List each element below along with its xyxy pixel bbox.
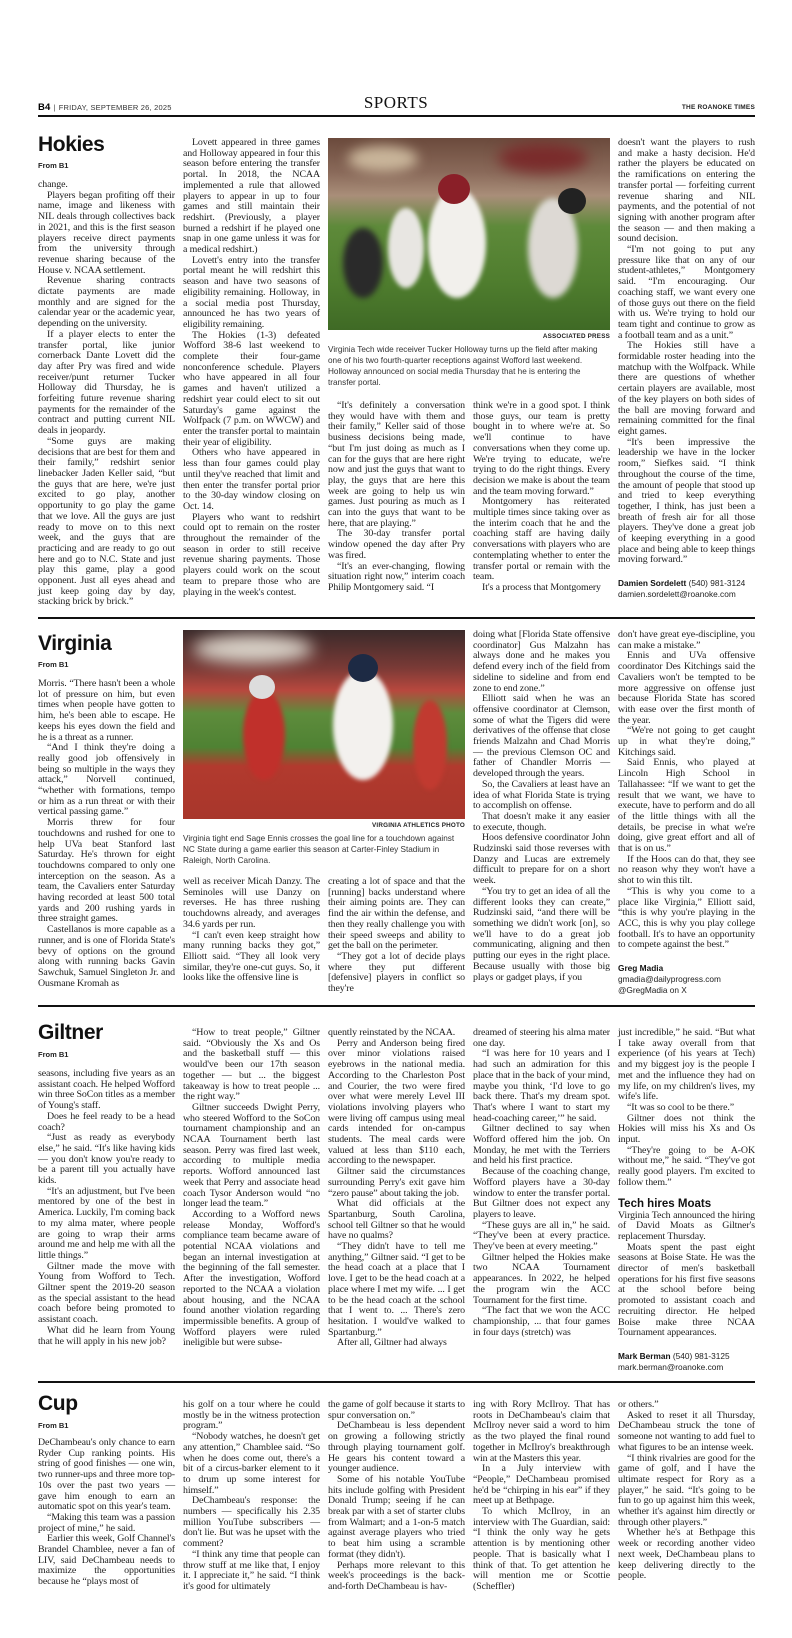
column (618, 1028, 755, 1373)
paragraph: Asked to reset it all Thursday, DeChambeau struck the tone of someone not wanting to add fuel to what figures to be an intense week. (618, 1409, 755, 1453)
paragraph: just incredible,” he said. “But what I take away overall from that experience (of his years at Tech) and my biggest joy is the people I met and the influence they had on my life, on my children's lives, my wife's life. (618, 1027, 755, 1103)
byline-phone: (540) 981-3124 (688, 578, 746, 589)
paragraph: Giltner declined to say when Wofford offered him the job. On Monday, he met with the Terriers and held his first practice. (473, 1123, 610, 1167)
paragraph: doing what [Florida State offensive coordinator] Gus Malzahn has always done and he makes you defend every inch of the field from sideline to sideline and from end zone to end zone.” (473, 629, 610, 694)
paragraph: “It's an adjustment, but I've been mentored by one of the best in America. Luckily, I'm coming back to my alma mater, where people are going to wrap their arms around me and help me with all the little things.” (38, 1185, 175, 1261)
photo-ennis (183, 630, 465, 819)
paragraph: Lovett's entry into the transfer portal meant he will redshirt this season and have two seasons of eligibility remaining. Holloway, in a social media post Thursday, announced he has two years of eligibility remaining. (183, 254, 320, 330)
paragraph: If a player elects to enter the transfer portal, like junior cornerback Dante Lovett did the day after Pry was fired and wide receiver/punt returner Tucker Holloway did Thursday, he is forfeiting future revenue sharing payments for the remainder of the contract and putting current NIL deals in jeopardy. (38, 328, 175, 437)
column (473, 1028, 610, 1338)
column (183, 1028, 320, 1349)
newspaper-name: THE ROANOKE TIMES (681, 104, 755, 111)
paragraph: doesn't want the players to rush and make a hasty decision. He'd rather the players be educated on the ramifications on entering the transfer portal — forfeiting current revenue sharing and NIL payments, and the potential of not signing with another program after the season — and then making a sound decision. (618, 137, 755, 245)
paragraph: change. (38, 179, 68, 190)
paragraph: Castellanos is more capable as a runner, and is one of Florida State's bevy of options on the ground along with running backs Gavin Sawchuk, Samuel Singleton Jr. and Ousmane Kromah as (38, 924, 175, 989)
page-date: FRIDAY, SEPTEMBER 26, 2025 (58, 103, 172, 112)
byline-email[interactable]: gmadia@dailyprogress.com (618, 974, 721, 985)
paragraph: Players began profiting off their name, image and likeness with NIL deals through collectives back in 2021, and this is the first season players receive direct payments from the university through revenue sharing because of the House v. NCAA settlement. (38, 189, 175, 276)
paragraph: “It's definitely a conversation they would have with them and their family,” Keller said of those business decisions being made, “but I'm just doing as much as I can for the guys that are here right now and just the guys that want to play, the guys that are here this week are going to help us win games. Just pouring as much as I can into the guys that want to be here, that are playing.” (328, 400, 465, 529)
paragraph: “And I think they're doing a really good job offensively in being so multiple in the ways they attack,” Norvell continued, “whether with formations, tempo or him as a run threat or with their vertical passing game.” (38, 742, 175, 818)
column (618, 630, 755, 996)
photo-caption: Virginia Tech wide receiver Tucker Holloway turns up the field after making one of his two fourth-quarter receptions against Wofford last weekend. Holloway announced on social media Thursday that he is entering the transfer portal. (328, 345, 598, 387)
column (183, 1400, 320, 1593)
header-rule (38, 115, 755, 117)
paragraph: Said Ennis, who played at Lincoln High School in Tallahassee: “If we want to get the result that we want, we have to execute, have to perform and do all of the little things with all the details, be precise in what we're doing, give great effort and all of that is on us.” (618, 757, 755, 855)
paragraph: “I was here for 10 years and I had such an admiration for this place that in the back of your mind, maybe you think, ‘I'd love to go back there. That's my dream spot. That's where I want to start my head-coaching career,’” he said. (473, 1048, 610, 1124)
paragraph: DeChambeau is less dependent on growing a following strictly through playing tournament golf. He gears his content toward a younger audience. (328, 1420, 465, 1475)
paragraph: Morris. “There hasn't been a whole lot of pressure on him, but even times when people have gotten to him, he's been able to escape. He keeps his eyes down the field and he is a threat as a runner. (38, 678, 175, 743)
paragraph: Giltner helped the Hokies make two NCAA Tournament appearances. In 2022, he helped the program win the ACC Tournament for the first time. (473, 1251, 610, 1306)
paragraph: Giltner made the move with Young from Wofford to Tech. Giltner spent the 2019-20 season as the special assistant to the head coach before being promoted to assistant coach. (38, 1260, 175, 1326)
paragraph: “Making this team was a passion project of mine,” he said. (38, 1511, 175, 1534)
column (38, 1438, 175, 1588)
photo-credit: VIRGINIA ATHLETICS PHOTO (372, 822, 465, 829)
paragraph: “I think rivalries are good for the game of golf, and I have the ultimate respect for Rory as a player,” he said. “It's going to be fun to go up against him this week, whether it's against him directly or through other players.” (618, 1452, 755, 1528)
column (38, 180, 175, 608)
paragraph: Virginia Tech announced the hiring of David Moats as Giltner's replacement Thursday. (618, 1209, 755, 1242)
paragraph: “You try to get an idea of all the different looks they can create,” Rudzinski said, “and there will be something we didn't work [on], so we'll have to do a great job communicating, aligning and then putting our eyes in the right place. Because usually with those big plays or gadget plays, if you (473, 885, 610, 983)
column (618, 138, 755, 600)
jump-line: From B1 (38, 1421, 69, 1430)
story-divider (38, 617, 755, 619)
byline (618, 963, 755, 996)
paragraph: Earlier this week, Golf Channel's Brandel Chamblee, never a fan of LIV, said DeChambeau needs to maximize the opportunities because he “plays most of (38, 1533, 175, 1588)
paragraph: Lovett appeared in three games and Holloway appeared in four this season before entering the transfer portal. In 2018, the NCAA implemented a rule that allowed players to appear in up to four games and still maintain their redshirt. (Previously, a player burned a redshirt if he played one snap in one game unless it was for a medical redshirt.) (183, 137, 320, 256)
paragraph: creating a lot of space and that the [running] backs understand where their aiming points are. They can find the air within the defense, and then they really challenge you with their speed sweeps and ability to get the ball on the perimeter. (328, 876, 465, 952)
paragraph: or others.” (618, 1399, 659, 1410)
paragraph: “It was so cool to be there.” (627, 1101, 735, 1113)
photo-caption: Virginia tight end Sage Ennis crosses the goal line for a touchdown against NC State during a game earlier this season at Carter-Finley Stadium in Raleigh, North Carolina. (183, 834, 455, 865)
paragraph: Does he feel ready to be a head coach? (38, 1110, 175, 1133)
paragraph: According to a Wofford news release Monday, Wofford's compliance team became aware of potential NCAA violations and began an internal investigation at the beginning of the fall semester. After the investigation, Wofford reported to the NCAA a violation about housing, and the NCAA found another violation regarding impermissible benefits. A group of Wofford players were ruled ineligible but were subse- (183, 1208, 320, 1349)
paragraph: “The fact that we won the ACC championship, ... that four games in four days (stretch) was (473, 1305, 610, 1338)
paragraph: What did officials at the Spartanburg, South Carolina, school tell Giltner so that he would have no qualms? (328, 1198, 465, 1242)
column (183, 138, 320, 598)
column (473, 1400, 610, 1593)
paragraph: Hoos defensive coordinator John Rudzinski said those reverses with Danzy and Lucas are extremely difficult to prepare for on a short week. (473, 832, 610, 887)
paragraph: What did he learn from Young that he will apply in his new job? (38, 1324, 175, 1347)
byline-social[interactable]: @GregMadia on X (618, 985, 687, 996)
jump-line: From B1 (38, 161, 69, 170)
column (328, 1028, 465, 1349)
paragraph: After all, Giltner had always (337, 1337, 447, 1349)
paragraph: Whether he's at Bethpage this week or recording another video next week, DeChambeau plans to keep delivering directly to the people. (618, 1527, 755, 1582)
paragraph: “Nobody watches, he doesn't get any attention,” Chamblee said. “So when he does come out, there's a bit of a circus-barker element to it to drum up some interest for himself.” (183, 1431, 320, 1496)
column (328, 877, 465, 995)
paragraph: “They didn't have to tell me anything,” Giltner said. “I get to be the head coach at a place that I love. I get to be the head coach at a place where I met my wife. ... I get to be the head coach at the school that I went to. ... There's zero hesitation. I would've walked to Spartanburg.” (328, 1241, 465, 1338)
paragraph: Others who have appeared in less than four games could play until they've reached that limit and then enter the transfer portal prior to the 30-day window closing on Oct. 14. (183, 447, 320, 512)
story-slug: Virginia (38, 632, 112, 655)
paragraph: Revenue sharing contracts dictate payments are made monthly and are signed for the calendar year or the academic year, depending on the university. (38, 275, 175, 330)
story-divider (38, 1381, 755, 1383)
paragraph: think we're in a good spot. I think those guys, our team is pretty bought in to where we're at. So we'll continue to have conversations when they come up. We're trying to educate, we're trying to do the right things. Every decision we make is about the team and the team moving forward.” (473, 400, 611, 497)
paragraph: It's a process that Montgomery (482, 581, 601, 593)
paragraph: “Just as ready as everybody else,” he said. “It's like having kids — you don't know you're ready to be a parent till you actually have kids. (38, 1132, 175, 1187)
paragraph: Montgomery has reiterated multiple times since taking over as the interim coach that he and the coaching staff are having daily conversations with players who are contemplating whether to enter the transfer portal or remain with the team. (473, 496, 610, 583)
byline-email[interactable]: damien.sordelett@roanoke.com (618, 589, 736, 600)
paragraph: Perry and Anderson being fired over minor violations raised eyebrows in the national media. According to the Charleston Post and Courier, the two were fired over what were merely Level III violations involving players who were living off campus using meal cards intended for on-campus students. The meal cards were valued at less than $110 each, according to the newspaper. (328, 1037, 465, 1167)
byline-phone: (540) 981-3125 (672, 1350, 730, 1361)
byline-name: Mark Berman (618, 1350, 671, 1361)
paragraph: “This is why you come to a place like Virginia,” Elliott said, “this is why you're playing in the ACC, this is why you play college football. It's to have an opportunity to compete against the best.” (618, 885, 755, 951)
paragraph: “We're not going to get caught up in what they're doing,” Kitchings said. (618, 725, 755, 758)
paragraph: Moats spent the past eight seasons at Boise State. He was the director of men's basketball operations for his first five seasons at the school before being promoted to assistant coach and recruiting director. He helped Boise make three NCAA Tournament appearances. (618, 1241, 755, 1339)
paragraph: “I'm not going to put any pressure like that on any of our student-athletes,” Montgomery said. “I'm encouraging. Our coaching staff, we want every one of those guys out there on the field with us. We're trying to hold our team tight and continue to grow as a football team and as a unit.” (618, 244, 755, 341)
paragraph: “It's been impressive the leadership we have in the locker room,” Siefkes said. “I think throughout the course of the time, the amount of people that stood up and tried to keep everything together, I think, has just been a breath of fresh air for all those players. They've done a great job of keeping everything in a good place and being able to keep things moving forward.” (618, 436, 755, 566)
byline-name: Damien Sordelett (618, 578, 687, 589)
paragraph: Players who want to redshirt could opt to remain on the roster throughout the remainder of the season in order to still receive revenue sharing payments. Those players could work on the scout team to prepare those who are playing in the week's contest. (183, 511, 320, 598)
column (473, 630, 610, 983)
story-divider (38, 1005, 755, 1007)
byline-email[interactable]: mark.berman@roanoke.com (618, 1361, 724, 1372)
paragraph: “These guys are all in,” he said. “They've been at every practice. They've been at every meeting.” (473, 1219, 610, 1253)
paragraph: The 30-day transfer portal window opened the day after Pry was fired. (328, 528, 465, 561)
section-title: SPORTS (363, 93, 429, 112)
paragraph: Elliott said when he was an offensive coordinator at Clemson, some of what the Tigers did were derivatives of the offense that close friends Malzahn and Chad Morris — the previous Clemson OC and father of Chandler Morris — developed through the years. (473, 693, 610, 780)
paragraph: “How to treat people,” Giltner said. “Obviously the Xs and Os and the basketball stuff — this would've been our 17th season together — but ... the biggest takeaway is how to treat people ... the right way.” (183, 1027, 320, 1103)
paragraph: don't have great eye-discipline, you can make a mistake.” (618, 629, 755, 651)
folio-separator: | (53, 103, 56, 112)
paragraph: The Hokies (1-3) defeated Wofford 38-6 last weekend to complete their four-game nonconference schedule. Players who have appeared in all four games and haven't utilized a redshirt year could elect to sit out Saturday's game against the Wolfpack (7 p.m. on WWCW) and enter the transfer portal to maintain their year of eligibility. (183, 329, 320, 448)
byline (618, 578, 755, 600)
column (473, 401, 610, 594)
story-slug: Hokies (38, 133, 105, 156)
paragraph: “I think any time that people can throw stuff at me like that, I enjoy it. I appreciate it,” he said. “I think it's good for ultimately (183, 1548, 320, 1592)
paragraph: In a July interview with “People,” DeChambeau promised he'd be “chirping in his ear” if they meet up at Bethpage. (473, 1463, 610, 1507)
paragraph: Because of the coaching change, Wofford players have a 30-day window to enter the transfer portal. But Giltner does not expect any players to leave. (473, 1166, 610, 1220)
byline (618, 1351, 755, 1373)
photo-holloway (328, 138, 610, 330)
paragraph: DeChambeau's only chance to earn Ryder Cup ranking points. His string of good finishes — one win, two runner-ups and three more top-10s over the past two years — gave him enough to earn an automatic spot on this year's team. (38, 1437, 175, 1513)
paragraph: Giltner succeeds Dwight Perry, who steered Wofford to the SoCon tournament championship and an NCAA Tournament berth last season. Perry was fired last week, according to multiple media reports. Wofford announced last week that Perry and associate head coach Tysor Anderson would “no longer lead the team.” (183, 1101, 320, 1210)
paragraph: well as receiver Micah Danzy. The Seminoles will use Danzy on reverses. He has three rushing touchdowns already, and averages 34.6 yards per run. (183, 876, 320, 930)
paragraph: Giltner does not think the Hokies will miss his Xs and Os input. (618, 1112, 755, 1146)
paragraph: “They got a lot of decide plays where they put different [defensive] players in conflict so they're (328, 950, 465, 995)
paragraph: The Hokies still have a formidable roster heading into the matchup with the Wolfpack. While there are questions of whether certain players are available, most of the key players on both sides of the ball are moving forward and remaining committed for the final eight games. (618, 340, 755, 437)
paragraph: If the Hoos can do that, they see no reason why they won't have a shot to win this tilt. (618, 853, 755, 887)
paragraph: “They're going to be A-OK without me,” he said. “They've got really good players. I'm excited to follow them.” (618, 1144, 755, 1188)
paragraph: his golf on a tour where he could mostly be in the witness protection program.” (183, 1399, 320, 1432)
story-slug: Giltner (38, 1021, 103, 1044)
paragraph: ing with Rory McIlroy. That has roots in DeChambeau's claim that McIlroy never said a word to him as the two played the final round together in McIlroy's breakthrough win at the Masters this year. (473, 1399, 610, 1464)
paragraph: Morris threw for four touchdowns and rushed for one to help UVa beat Stanford last Saturday. He's thrown for eight touchdowns compared to only one interception on the season. As a team, the Cavaliers enter Saturday having recorded at least 500 total yards and 200 rushing yards in three straight games. (38, 817, 175, 925)
photo-credit: ASSOCIATED PRESS (542, 333, 610, 340)
column (328, 1400, 465, 1593)
paragraph: “Some guys are making decisions that are best for them and their family,” redshirt senior linebacker Jaden Keller said, “but the guys that are here, we're just excited to go play, another opportunity to go play the game that we love. All the guys are just ready to move on to this next week, and the guys that are practicing and are ready to go out here and go to N.C. State and just play this game, play a good opponent. Just all eyes ahead and just keep going day by day, stacking brick by brick.” (38, 435, 175, 608)
jump-line: From B1 (38, 1050, 69, 1059)
jump-line: From B1 (38, 660, 69, 669)
paragraph: seasons, including five years as an assistant coach. He helped Wofford win three SoCon titles as a member of Young's staff. (38, 1068, 176, 1112)
paragraph: To which McIlroy, in an interview with The Guardian, said: “I think the only way he gets attention is by mentioning other people. That is basically what I think of that. To get attention he will mention me or Scottie (Scheffler) (473, 1506, 610, 1592)
paragraph: Giltner said the circumstances surrounding Perry's exit gave him “zero pause” about taking the job. (328, 1166, 465, 1199)
subhead: Tech hires Moats (618, 1197, 712, 1210)
byline-name: Greg Madia (618, 963, 664, 974)
paragraph: quently reinstated by the NCAA. (328, 1027, 456, 1038)
paragraph: Some of his notable YouTube hits include golfing with President Donald Trump; seeing if he can break par with a set of starter clubs from Walmart; and a 1-on-5 match against average players who tried to beat him using a scramble format (they didn't). (328, 1473, 465, 1560)
paragraph: “It's an ever-changing, flowing situation right now,” interim coach Philip Montgomery said. “I (328, 560, 465, 593)
paragraph: DeChambeau's response: the numbers — specifically his 2.35 million YouTube subscribers — don't lie. But was he upset with the comment? (183, 1495, 320, 1550)
paragraph: “I can't even keep straight how many running backs they got,” Elliott said. “They all look very similar, they're one-cut guys. So, it looks like the offensive line is (183, 929, 320, 984)
paragraph: the game of golf because it starts to spur conversation on.” (328, 1399, 465, 1421)
page-number: B4 (38, 102, 51, 113)
paragraph: That doesn't make it any easier to execute, though. (473, 810, 610, 833)
column (618, 1400, 755, 1582)
paragraph: Ennis and UVa offensive coordinator Des Kitchings said the Cavaliers won't be tempted to be more aggressive on offense just because Florida State has scored with ease over the first month of the year. (618, 650, 755, 726)
story-slug: Cup (38, 1392, 78, 1415)
paragraph: So, the Cavaliers at least have an idea of what Florida State is trying to accomplish on offense. (473, 778, 610, 812)
column (38, 679, 175, 989)
column (328, 401, 465, 594)
column (38, 1069, 175, 1347)
paragraph: Perhaps more relevant to this week's proceedings is the back-and-forth DeChambeau is hav- (328, 1559, 465, 1592)
column (183, 877, 320, 984)
paragraph: dreamed of steering his alma mater one day. (473, 1027, 610, 1049)
